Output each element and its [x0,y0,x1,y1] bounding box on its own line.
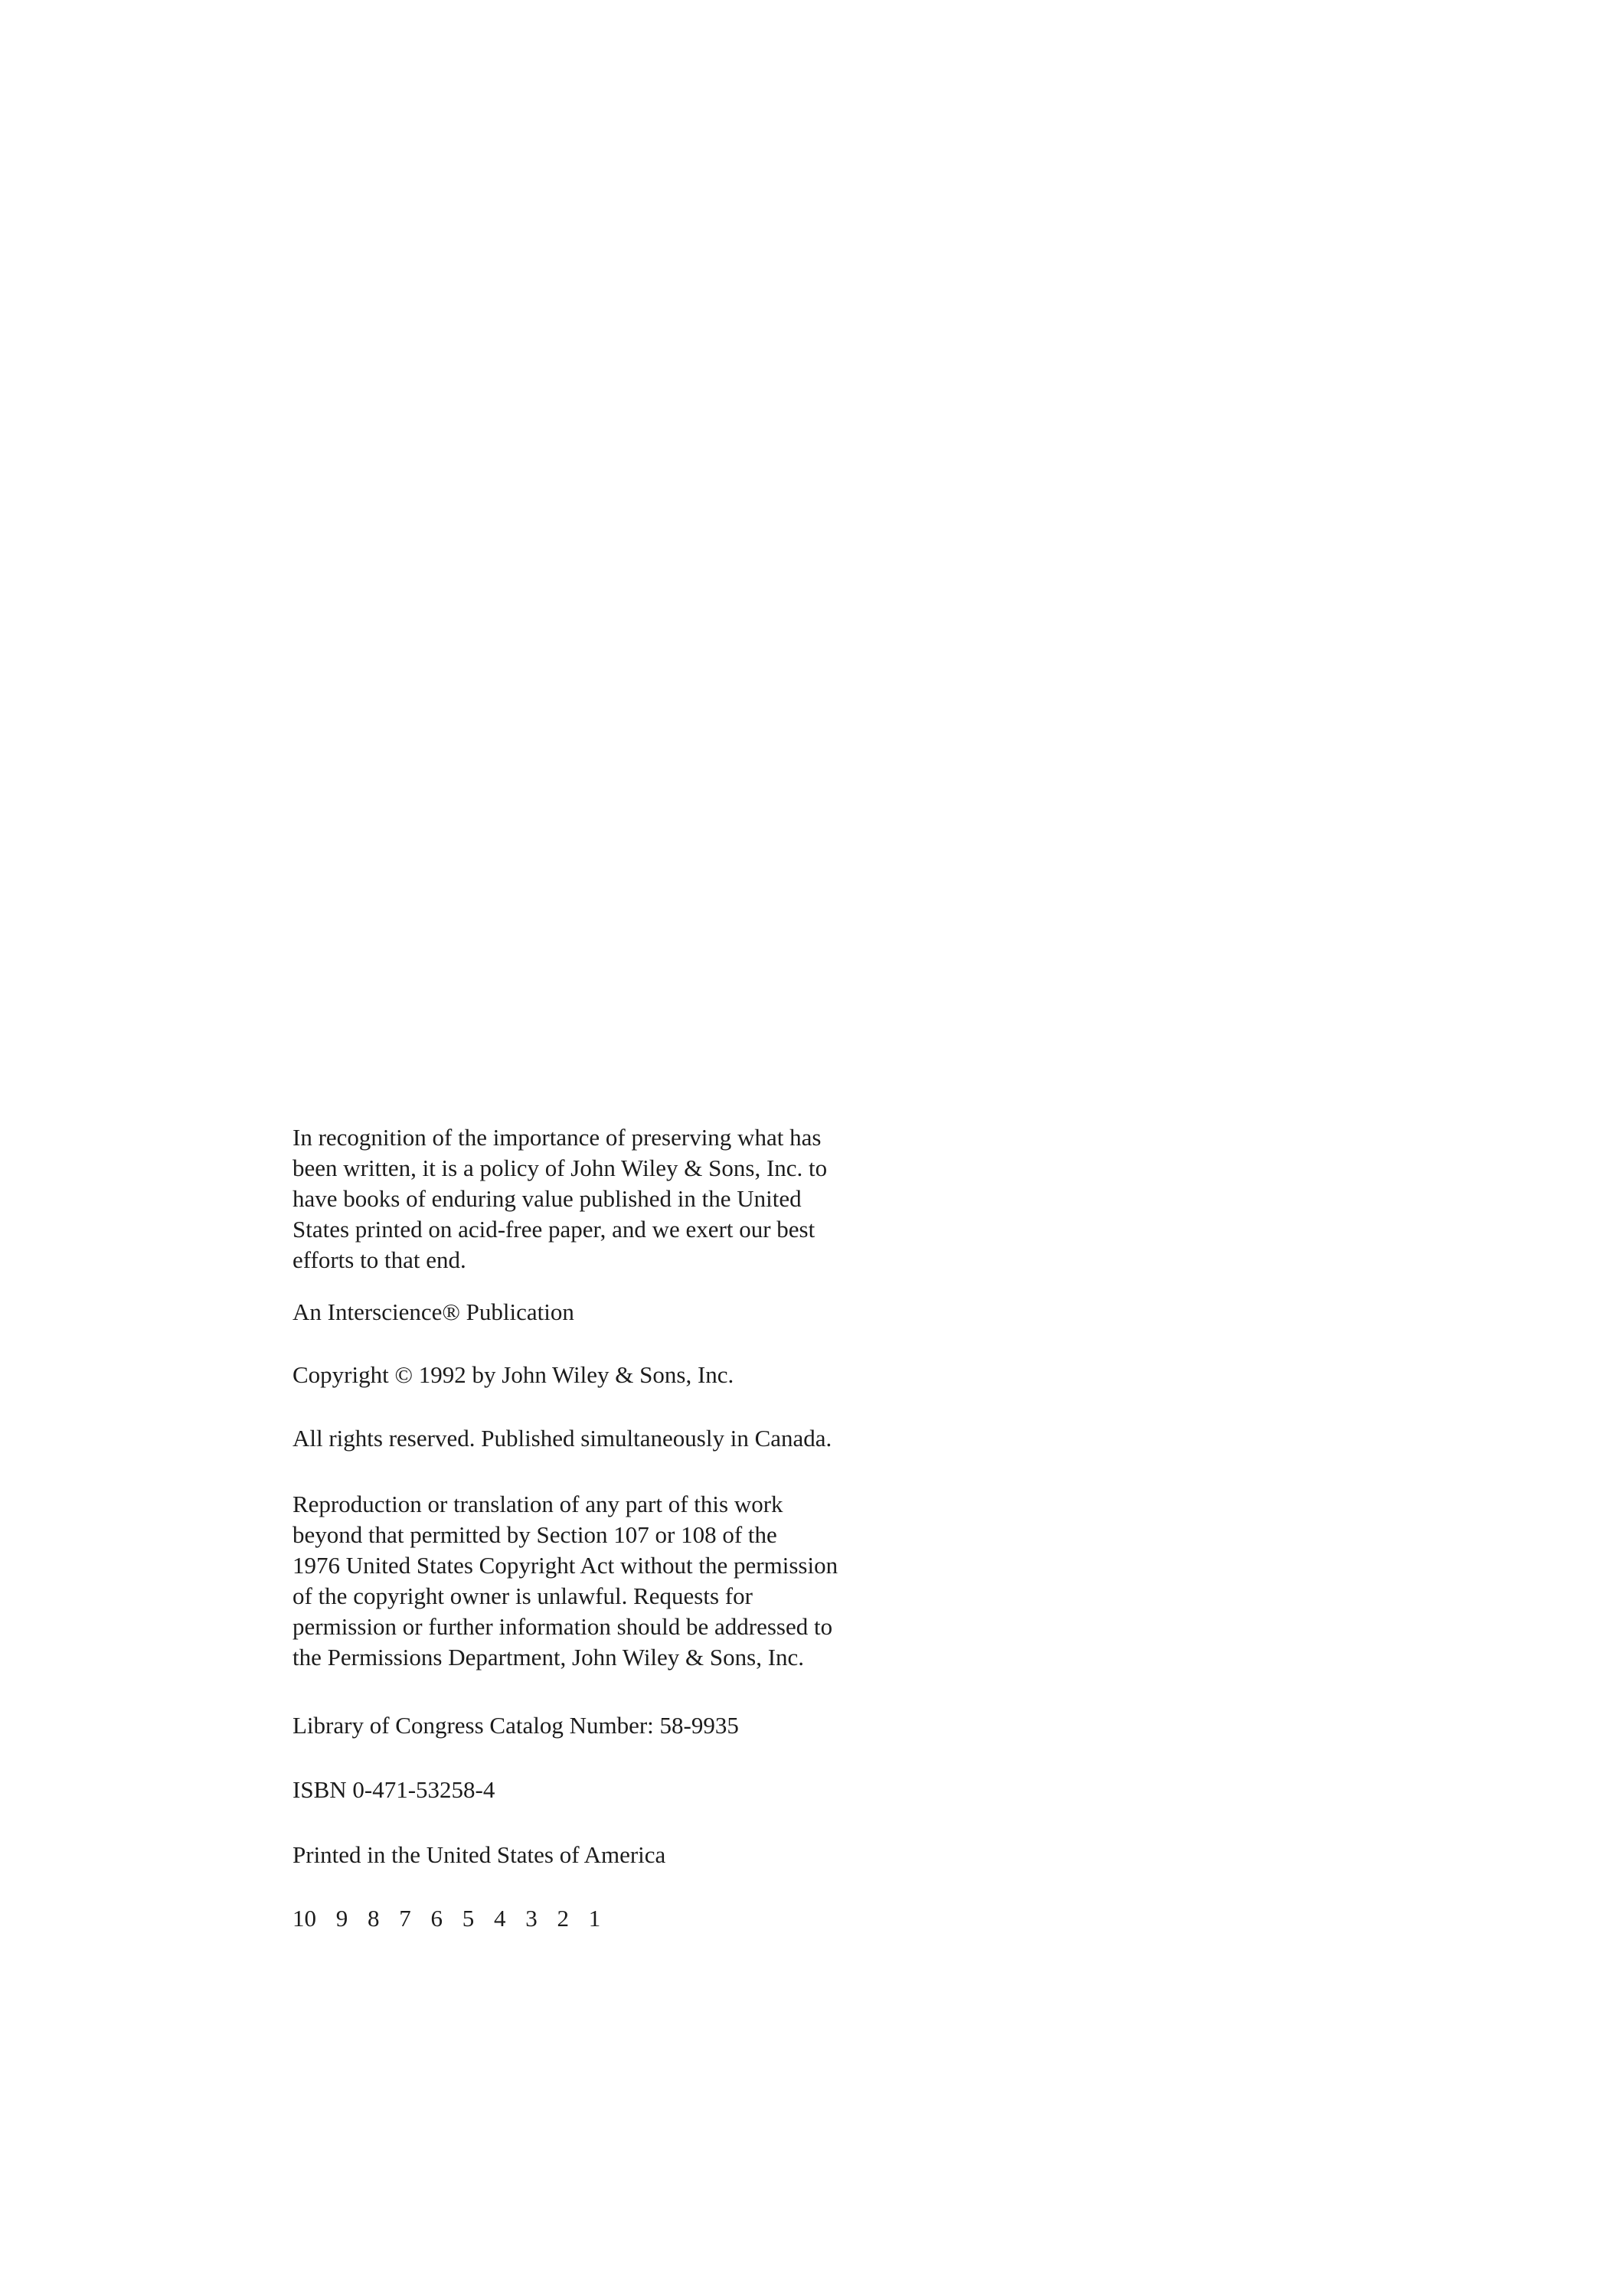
recognition-line: States printed on acid-free paper, and we exert our best [293,1216,815,1243]
isbn-line: ISBN 0-471-53258-4 [293,1776,495,1803]
recognition-line: In recognition of the importance of preserving what has [293,1124,822,1151]
recognition-line: been written, it is a policy of John Wiley & Sons, Inc. to [293,1155,828,1181]
copyright-line: Copyright © 1992 by John Wiley & Sons, Inc. [293,1361,734,1388]
imprint-line: An Interscience® Publication [293,1298,574,1325]
reproduction-line: permission or further information should be addressed to [293,1613,833,1640]
reproduction-notice [293,1489,997,1673]
print-number-line: 10 9 8 7 6 5 4 3 2 1 [293,1905,601,1932]
lccn-line: Library of Congress Catalog Number: 58-9935 [293,1712,739,1739]
reproduction-line: of the copyright owner is unlawful. Requests for [293,1582,753,1609]
reproduction-line: the Permissions Department, John Wiley & Sons, Inc. [293,1644,805,1671]
printed-in-line: Printed in the United States of America [293,1841,666,1868]
reproduction-line: Reproduction or translation of any part of this work [293,1491,783,1517]
recognition-line: efforts to that end. [293,1246,466,1273]
reproduction-line: 1976 United States Copyright Act without the permission [293,1552,838,1579]
reproduction-line: beyond that permitted by Section 107 or 108 of the [293,1521,777,1548]
recognition-notice [293,1122,997,1275]
rights-line: All rights reserved. Published simultaneously in Canada. [293,1425,832,1452]
recognition-line: have books of enduring value published in the United [293,1185,802,1212]
